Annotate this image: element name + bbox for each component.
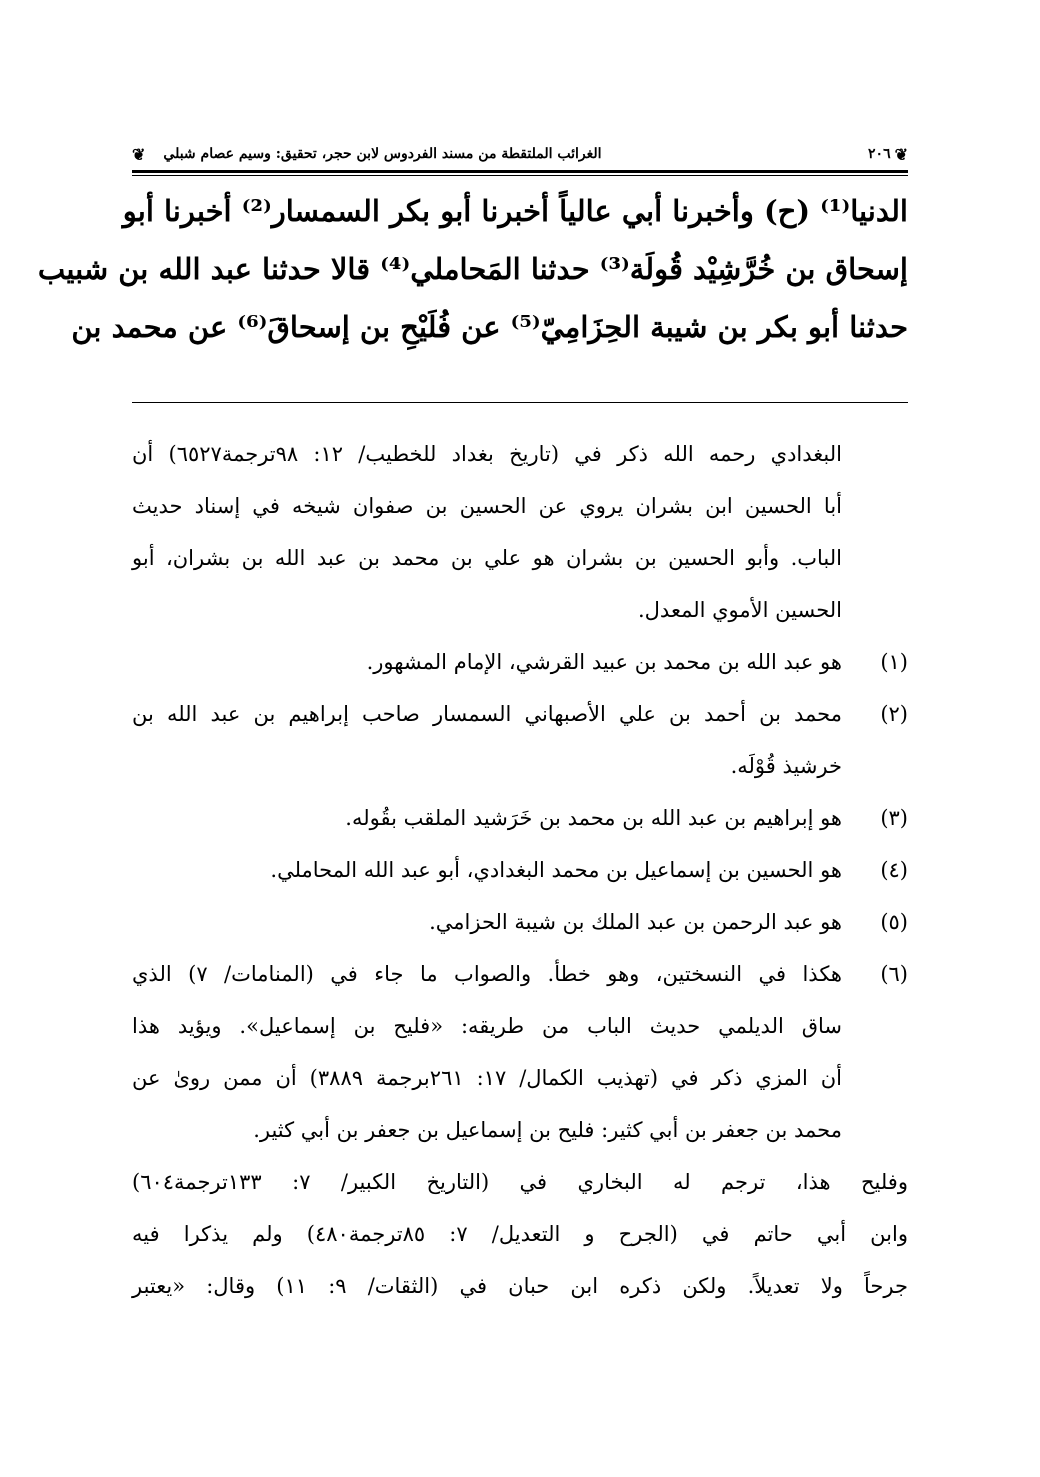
running-title: الغرائب الملتقطة من مسند الفردوس لابن حجر، تحقيق: وسيم عصام شبلي [163,146,602,162]
note-line: هو إبراهيم بن عبد الله بن محمد بن خَرَشيد الملقب بقُوله. [345,806,842,830]
note-line: محمد بن أحمد بن علي الأصبهاني السمسار صاحب إبراهيم بن عبد الله بن [132,702,842,726]
note-line: أبا الحسين ابن بشران يروي عن الحسين بن صفوان شيخه في إسناد حديث [132,494,842,518]
continued-note [132,428,908,636]
footnote-5 [132,896,908,948]
note-line: خرشيذ قُوْلَه. [730,754,842,778]
note-line: هو عبد الله بن محمد بن عبيد القرشي، الإمام المشهور. [366,650,842,674]
main-line: حدثنا أبو بكر بن شيبة الحِزَامِيّ⁽⁵⁾ عن فُلَيْحِ بن إسحاقَ⁽⁶⁾ عن محمد بن [71,310,908,344]
footnote-number: (٢) [880,702,908,726]
main-line: الدنيا⁽¹⁾ (ح) وأخبرنا أبي عالياً أخبرنا أبو بكر السمسار⁽²⁾ أخبرنا أبو [122,194,908,228]
footnote-number: (٤) [880,858,908,882]
note-line: وابن أبي حاتم في (الجرح و التعديل/ ٧: ٨٥ترجمة٤٨٠) ولم يذكرا فيه [132,1222,908,1246]
footnote-number: (٣) [880,806,908,830]
page-number-block [868,145,908,164]
footnote-number: (١) [880,650,908,674]
trailing-note [132,1156,908,1312]
footnotes [132,428,908,1312]
main-line: إسحاق بن خُرَّشِيْد قُولَة⁽³⁾ حدثنا المَحاملي⁽⁴⁾ قالا حدثنا عبد الله بن شبيب [37,252,908,286]
note-line: جرحاً ولا تعديلاً. ولكن ذكره ابن حبان في (الثقات/ ٩: ١١) وقال: «يعتبر [132,1274,908,1298]
footnote-2 [132,688,908,792]
footnote-6 [132,948,908,1156]
footnote-separator [132,402,908,403]
footnote-4 [132,844,908,896]
note-line: الباب. وأبو الحسين بن بشران هو علي بن محمد بن عبد الله بن بشران، أبو [132,546,842,570]
note-line: البغدادي رحمه الله ذكر في (تاريخ بغداد للخطيب/ ١٢: ٩٨ترجمة٦٥٢٧) أن [132,442,842,466]
header-rule [132,170,908,176]
footnote-number: (٦) [880,962,908,986]
note-line: وفليح هذا، ترجم له البخاري في (التاريخ الكبير/ ٧: ١٣٣ترجمة٦٠٤) [132,1170,908,1194]
note-line: أن المزي ذكر في (تهذيب الكمال/ ١٧: ٢٦١برجمة ٣٨٨٩) أن ممن روىٰ عن [132,1066,842,1090]
ornament-icon: ❦ [132,144,146,164]
footnote-number: (٥) [880,910,908,934]
note-line: محمد بن جعفر بن أبي كثير: فليح بن إسماعيل بن جعفر بن أبي كثير. [253,1118,842,1142]
footnote-3 [132,792,908,844]
footnote-1 [132,636,908,688]
page-number: ٢٠٦ [868,146,891,162]
note-line: الحسين الأموي المعدل. [637,598,842,622]
note-line: هو عبد الرحمن بن عبد الملك بن شيبة الحزامي. [429,910,842,934]
note-line: ساق الديلمي حديث الباب من طريقه: «فليح بن إسماعيل». ويؤيد هذا [132,1014,842,1038]
ornament-icon: ❦ [894,144,908,164]
note-line: هكذا في النسختين، وهو خطأ. والصواب ما جاء في (المنامات/ ٧) الذي [132,962,842,986]
running-header [132,140,908,168]
note-line: هو الحسين بن إسماعيل بن محمد البغدادي، أبو عبد الله المحاملي. [270,858,842,882]
main-text [37,182,908,356]
